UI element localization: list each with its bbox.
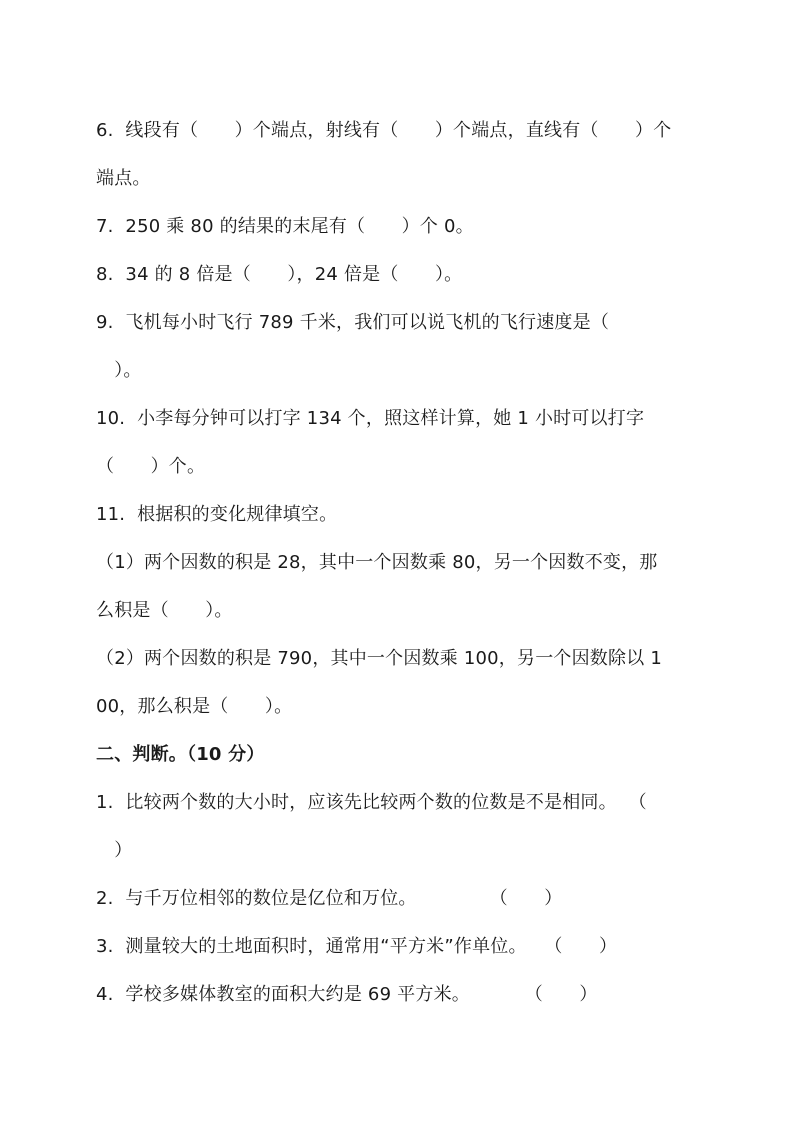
- question-11-1-line-1: （1）两个因数的积是 28，其中一个因数乘 80，另一个因数不变，那: [96, 552, 658, 573]
- question-9-line-2: ）。: [96, 360, 142, 381]
- question-9-line-1: 9. 飞机每小时飞行 789 千米，我们可以说飞机的飞行速度是（: [96, 312, 610, 333]
- question-11-2-line-2: 00，那么积是（ ）。: [96, 696, 293, 717]
- judgment-1-line-1: 1. 比较两个数的大小时，应该先比较两个数的位数是不是相同。 （: [96, 792, 647, 813]
- question-11-2-line-1: （2）两个因数的积是 790，其中一个因数乘 100，另一个因数除以 1: [96, 648, 662, 669]
- question-7: 7. 250 乘 80 的结果的末尾有（ ）个 0。: [96, 216, 474, 237]
- question-11-1-line-2: 么积是（ ）。: [96, 600, 233, 621]
- question-11: 11. 根据积的变化规律填空。: [96, 504, 338, 525]
- judgment-4: 4. 学校多媒体教室的面积大约是 69 平方米。 （ ）: [96, 984, 598, 1005]
- judgment-1-line-2: ）: [96, 840, 133, 861]
- question-10-line-2: （ ）个。: [96, 456, 206, 477]
- judgment-3: 3. 测量较大的土地面积时，通常用“平方米”作单位。 （ ）: [96, 936, 618, 957]
- judgment-2: 2. 与千万位相邻的数位是亿位和万位。 （ ）: [96, 888, 563, 909]
- section-heading-judgment: 二、判断。（10 分）: [96, 744, 265, 765]
- question-6-line-2: 端点。: [96, 168, 151, 189]
- question-6-line-1: 6. 线段有（ ）个端点，射线有（ ）个端点，直线有（ ）个: [96, 120, 672, 141]
- question-8: 8. 34 的 8 倍是（ ），24 倍是（ ）。: [96, 264, 463, 285]
- question-10-line-1: 10. 小李每分钟可以打字 134 个，照这样计算，她 1 小时可以打字: [96, 408, 645, 429]
